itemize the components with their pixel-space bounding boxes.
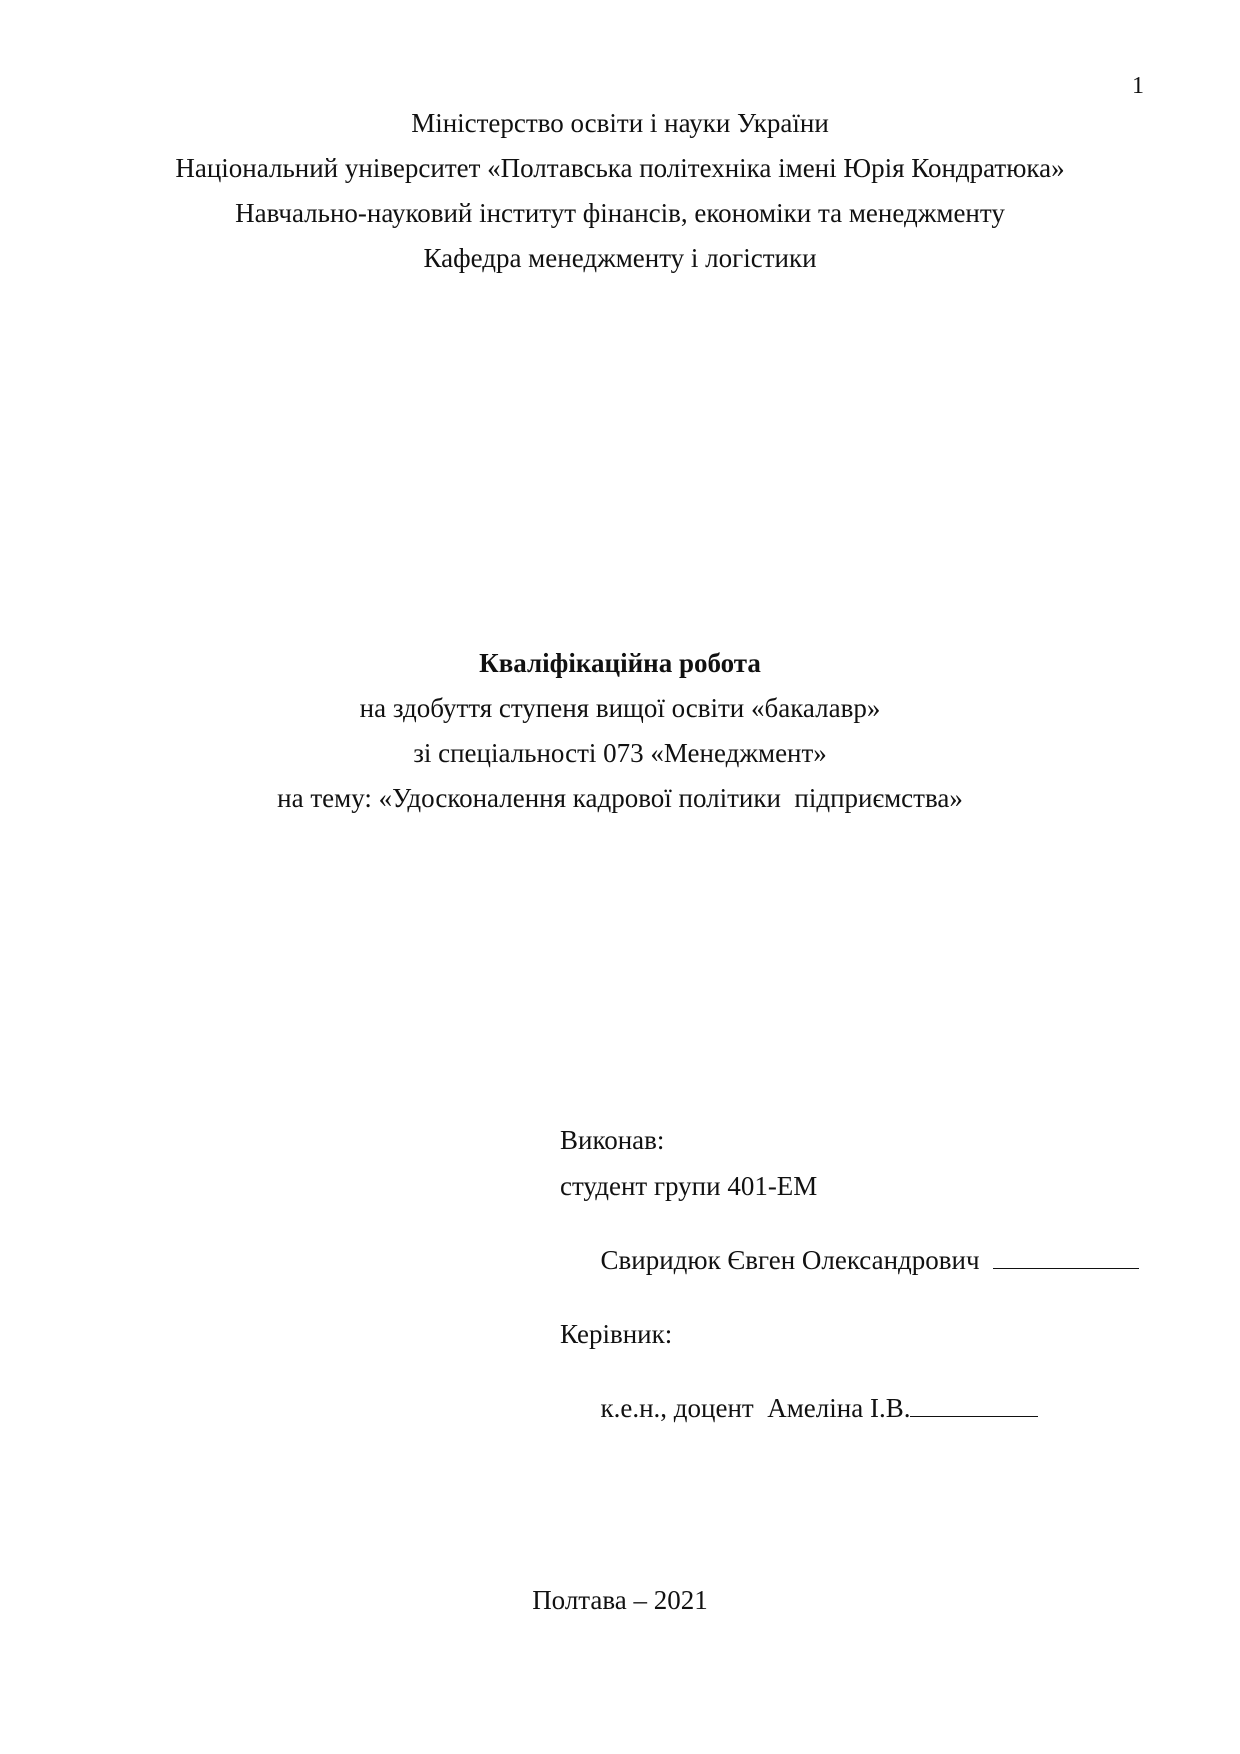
specialty-line: зі спеціальності 073 «Менеджмент» <box>413 738 827 768</box>
ministry-line: Міністерство освіти і науки України <box>411 108 829 138</box>
author-signature-blank <box>993 1246 1139 1269</box>
supervisor-name: к.е.н., доцент Амеліна І.В. <box>600 1393 911 1423</box>
degree-line: на здобуття ступеня вищої освіти «бакалавр» <box>359 693 881 723</box>
university-line: Національний університет «Полтавська політехніка імені Юрія Кондратюка» <box>175 153 1065 183</box>
supervisor-signature-blank <box>910 1394 1038 1417</box>
author-label: Виконав: <box>560 1125 665 1155</box>
topic-line: на тему: «Удосконалення кадрової політики підприємства» <box>277 783 963 813</box>
city-year: Полтава – 2021 <box>532 1585 708 1615</box>
institute-line: Навчально-науковий інститут фінансів, економіки та менеджменту <box>235 198 1005 228</box>
thesis-title: Кваліфікаційна робота <box>479 648 761 678</box>
page-number: 1 <box>1132 73 1144 99</box>
department-line: Кафедра менеджменту і логістики <box>423 243 817 273</box>
supervisor-label: Керівник: <box>560 1319 673 1349</box>
supervisor-signature-line <box>560 1367 1038 1449</box>
author-group: студент групи 401-ЕМ <box>560 1171 818 1201</box>
author-name: Свиридюк Євген Олександрович <box>600 1245 994 1275</box>
author-signature-line <box>560 1219 1139 1301</box>
